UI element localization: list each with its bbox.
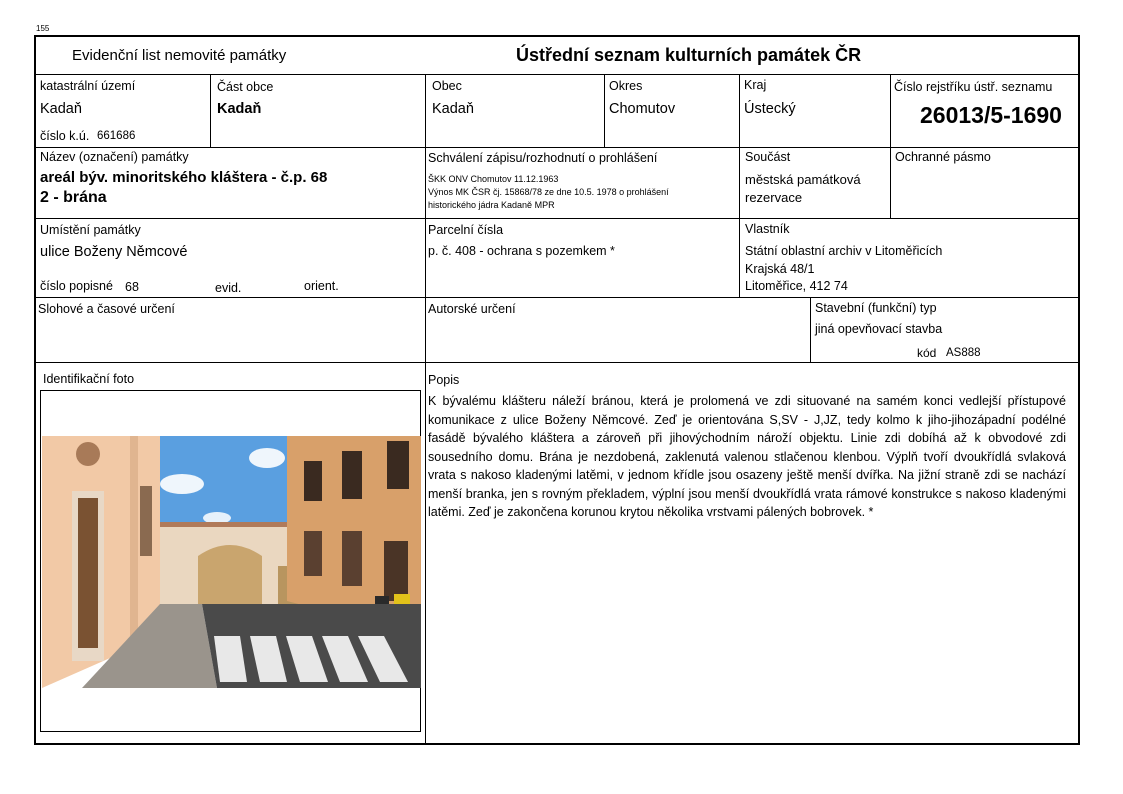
rule-v-kraj (739, 74, 740, 297)
photo-gate (198, 545, 262, 604)
photo-cloud-2 (249, 448, 285, 468)
kod-value: AS888 (946, 347, 981, 359)
rule-v-main (425, 74, 426, 745)
parcelni-label: Parcelní čísla (428, 223, 504, 237)
photo-illustration (42, 436, 421, 688)
rule-row1 (36, 147, 1078, 148)
obec-value: Kadaň (432, 101, 474, 117)
katastralni-uzemi-label: katastrální území (40, 79, 136, 93)
photo-left-oculus (76, 442, 100, 466)
nazev-line1: areál býv. minoritského kláštera - č.p. 68 (40, 169, 328, 186)
header-left-title: Evidenční list nemovité památky (72, 47, 287, 64)
header-right-title: Ústřední seznam kulturních památek ČR (516, 45, 862, 65)
orient-label: orient. (304, 279, 339, 293)
identification-photo (42, 436, 421, 688)
photo-right-window-1 (304, 461, 322, 501)
photo-cloud-1 (160, 474, 204, 494)
rule-v-stavebni (810, 297, 811, 362)
cast-obce-value: Kadaň (217, 101, 262, 117)
rejstrik-value (920, 102, 1062, 129)
photo-left-door (78, 498, 98, 648)
rule-v-rejstrik (890, 74, 891, 218)
nazev-label: Název (označení) památky (40, 150, 189, 164)
photo-left-window (140, 486, 152, 556)
okres-value: Chomutov (609, 101, 676, 117)
schvaleni-line3: historického jádra Kadaně MPR (428, 200, 555, 210)
schvaleni-line2: Výnos MK ČSR čj. 15868/78 ze dne 10.5. 1978 o prohlášení (428, 187, 669, 197)
kod-label: kód (917, 346, 937, 360)
parcelni-value: p. č. 408 - ochrana s pozemkem * (428, 244, 615, 258)
vlastnik-line1: Státní oblastní archiv v Litoměřicích (745, 244, 943, 258)
schvaleni-label: Schválení zápisu/rozhodnutí o prohlášení (428, 151, 658, 165)
ochranne-pasmo-label: Ochranné pásmo (895, 150, 991, 164)
okres-label: Okres (609, 79, 643, 93)
rejstrik-value-b: /5-1690 (983, 102, 1062, 128)
umisteni-label: Umístění památky (40, 223, 141, 237)
nazev-line2: 2 - brána (40, 189, 107, 206)
slohove-label: Slohové a časové určení (38, 302, 175, 316)
rule-v-okres (604, 74, 605, 147)
cislo-popisne-label: číslo popisné (40, 279, 113, 293)
obec-label: Obec (432, 79, 462, 93)
stavebni-label: Stavební (funkční) typ (815, 301, 937, 315)
vlastnik-line3: Litoměřice, 412 74 (745, 279, 848, 293)
rule-v-cast (210, 74, 211, 147)
rejstrik-value-a: 26013 (920, 102, 984, 128)
umisteni-value: ulice Boženy Němcové (40, 244, 188, 260)
photo-right-window-4 (304, 531, 322, 576)
kraj-value: Ústecký (744, 101, 796, 117)
rule-row4 (36, 362, 1078, 363)
photo-right-window-3 (387, 441, 409, 489)
soucast-label: Součást (745, 150, 791, 164)
autorske-label: Autorské určení (428, 302, 516, 316)
schvaleni-line1: ŠKK ONV Chomutov 11.12.1963 (428, 174, 559, 184)
soucast-line1: městská památková (745, 172, 861, 187)
photo-right-window-5 (342, 531, 362, 586)
soucast-line2: rezervace (745, 190, 803, 205)
evid-label: evid. (215, 281, 242, 295)
popis-label: Popis (428, 373, 460, 387)
photo-right-window-2 (342, 451, 362, 499)
photo-right-door (384, 541, 408, 601)
cast-obce-label: Část obce (217, 80, 274, 94)
stavebni-value: jiná opevňovací stavba (815, 322, 943, 336)
cislo-ku-label: číslo k.ú. (40, 129, 90, 143)
cislo-ku-value: 661686 (97, 130, 136, 142)
foto-label: Identifikační foto (43, 372, 135, 386)
rule-row3 (36, 297, 1078, 298)
katastralni-uzemi-value: Kadaň (40, 101, 82, 117)
vlastnik-line2: Krajská 48/1 (745, 262, 815, 276)
photo-left-pilaster (130, 436, 138, 636)
rejstrik-label: Číslo rejstříku ústř. seznamu (894, 80, 1053, 94)
cislo-popisne-value: 68 (125, 280, 139, 294)
kraj-label: Kraj (744, 78, 767, 92)
popis-text: K bývalému klášteru náleží bránou, která je prolomená ve zdi situované na samém konci vedlejší přístupové komunikace z ulice Boženy Němcové. Zeď je orientována S,SV - J,JZ, tedy kolmo k jiho-jihozápadní podélné fasádě bývalého kláštera a zároveň při jihovýchodním nároží objektu. Linie zdi dobíhá až k obvodové zdi sousedního domu. Brána je nezdobená, zaklenutá valenou stlačenou klenbou. Výplň tvoří dvoukřídlá svlaková vrata s nakoso kladenými latěmi, v jednom křídle jsou osazeny ještě menší dvířka. Na jižní straně zdi se nachází menší branka, jen s rovným překladem, výplní jsou menší dvoukřídlá vrata rámové konstrukce s nakoso kladenými latěmi. Zeď je zakončena korunou krytou několika vrstvami pálených bobrovek. * (428, 394, 1066, 519)
page-number: 155 (36, 24, 50, 33)
rule-row2 (36, 218, 1078, 219)
rule-header (36, 74, 1078, 75)
vlastnik-label: Vlastník (745, 222, 790, 236)
photo-wall-crown (160, 522, 290, 527)
